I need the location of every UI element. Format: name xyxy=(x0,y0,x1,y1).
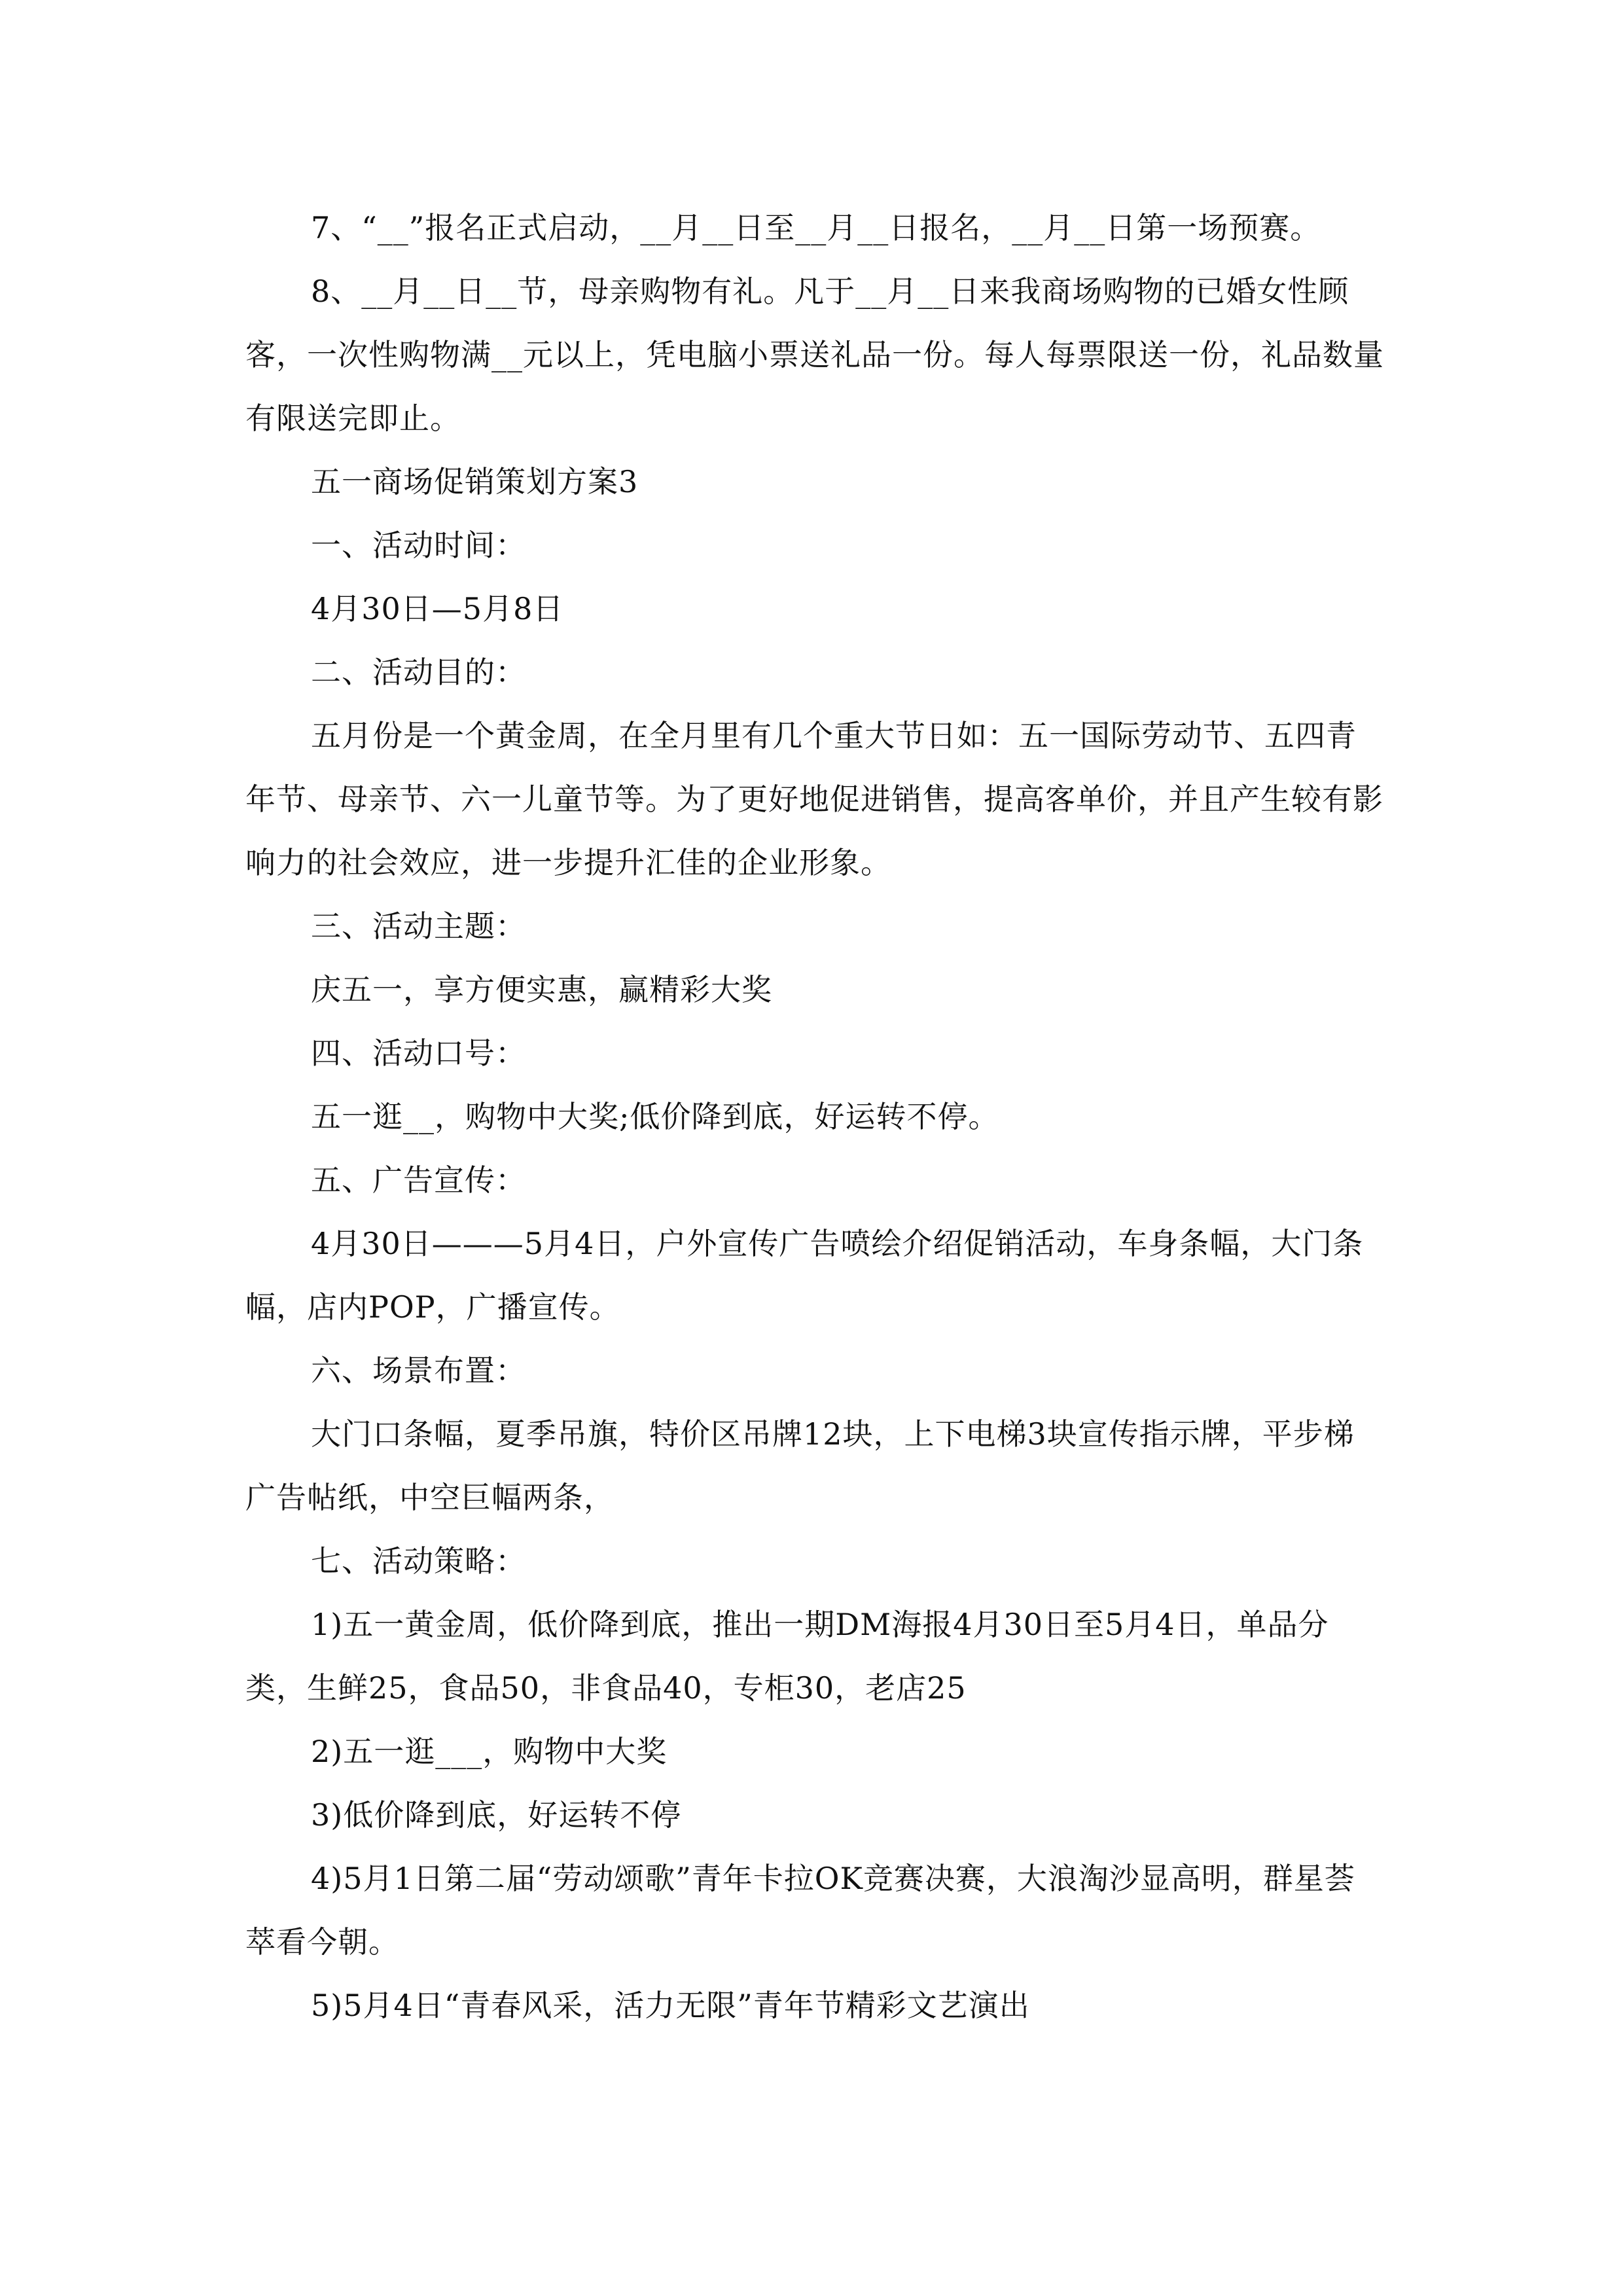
activity-purpose-text: 五月份是一个黄金周，在全月里有几个重大节日如：五一国际劳动节、五四青年节、母亲节、六一儿童节等。为了更好地促进销售，提高客单价，并且产生较有影响力的社会效应，进一步提升汇佳的企业形象。 xyxy=(245,718,1383,880)
heading-advertising: 五、广告宣传： xyxy=(311,1162,526,1198)
strategy-item-5: 5)5月4日“青春风采，活力无限”青年节精彩文艺演出 xyxy=(311,1988,1030,2023)
strategy-item-3: 3)低价降到底，好运转不停 xyxy=(311,1797,682,1833)
heading-activity-purpose: 二、活动目的： xyxy=(311,655,526,690)
strategy-item-4: 4)5月1日第二届“劳动颂歌”青年卡拉OK竞赛决赛，大浪淘沙显高明，群星荟萃看今朝。 xyxy=(245,1861,1355,1960)
strategy-item-1: 1)五一黄金周，低价降到底，推出一期DM海报4月30日至5月4日，单品分类，生鲜25，食品50，非食品40，专柜30，老店25 xyxy=(245,1607,1329,1706)
heading-activity-time: 一、活动时间： xyxy=(311,528,526,563)
heading-activity-slogan: 四、活动口号： xyxy=(311,1035,526,1071)
heading-activity-theme: 三、活动主题： xyxy=(311,908,526,944)
paragraph-item-7: 7、“__”报名正式启动，__月__日至__月__日报名，__月__日第一场预赛。 xyxy=(311,210,1321,245)
heading-activity-strategy: 七、活动策略： xyxy=(311,1543,526,1579)
paragraph-item-8: 8、__月__日__节，母亲购物有礼。凡于__月__日来我商场购物的已婚女性顾客，一次性购物满__元以上，凭电脑小票送礼品一份。每人每票限送一份，礼品数量有限送完即止。 xyxy=(245,274,1384,436)
scene-layout-text: 大门口条幅，夏季吊旗，特价区吊牌12块，上下电梯3块宣传指示牌，平步梯广告帖纸，中空巨幅两条， xyxy=(245,1416,1355,1515)
activity-slogan-text: 五一逛__，购物中大奖;低价降到底，好运转不停。 xyxy=(311,1099,999,1134)
activity-time-text: 4月30日—5月8日 xyxy=(311,591,564,626)
strategy-item-2: 2)五一逛___，购物中大奖 xyxy=(311,1734,668,1769)
section-title: 五一商场促销策划方案3 xyxy=(311,464,639,499)
document-body xyxy=(245,196,1384,2037)
advertising-text: 4月30日———5月4日，户外宣传广告喷绘介绍促销活动，车身条幅，大门条幅，店内POP，广播宣传。 xyxy=(245,1226,1364,1325)
activity-theme-text: 庆五一，享方便实惠，赢精彩大奖 xyxy=(311,972,772,1007)
heading-scene-layout: 六、场景布置： xyxy=(311,1353,526,1388)
